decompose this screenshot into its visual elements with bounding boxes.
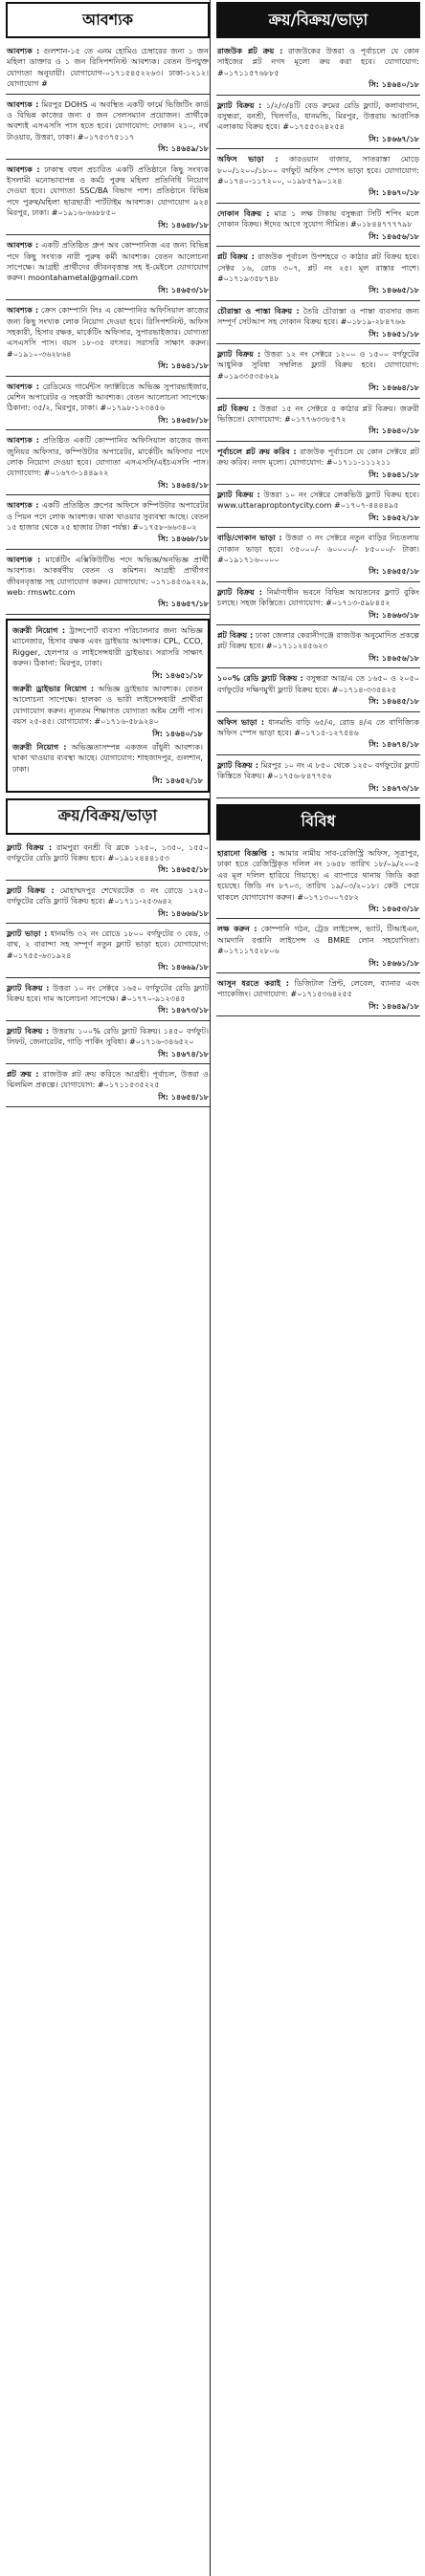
section-header-misc: বিবিধ: [216, 804, 420, 840]
ad-reference-code: সি: ১৪৬৭৩/১৮: [158, 1006, 209, 1015]
ad-divider: [216, 1015, 420, 1016]
ad-body: [217, 100, 419, 133]
right-column: [216, 0, 420, 1022]
left-column: [6, 0, 210, 1113]
ad-body: [217, 349, 419, 382]
ad-body: [217, 673, 419, 695]
ad-reference-code: সি: ১৪৬৬৪/১৮: [369, 383, 419, 393]
ad-divider: [6, 494, 210, 495]
ad-lead: ফ্ল্যাট বিক্রয় :: [7, 884, 55, 895]
ad-body: [217, 848, 419, 903]
ad-text: বসুন্ধরা আর/এ তে ১৬৫০ ও ২০৫০ বর্গফুটের দক্ষিণমুখী ফ্ল্যাট বিক্রয় হবে। #০১৭১৪-৩৩৫৪২৫: [217, 673, 419, 694]
section-buy-sell-rent-right: [216, 2, 420, 798]
ad-text: রাজউক প্লট ক্রয় করিতে আগ্রহী। পূর্বাচল, উত্তরা ও ঝিলমিল প্রকল্পে। যোগাযোগ: #০১৭১১৫৩৫২২৫: [7, 1069, 210, 1090]
ad-lead: আবশ্যক :: [7, 164, 40, 174]
ad-reference-code: সি: ১৪৬৫৬/১৮: [369, 231, 419, 241]
ad-text: আমার নামীয় সাব-রেজিস্ট্রি অফিস, সূত্রাপুর, ঢাকা হতে রেজিস্ট্রিকৃত দলিল নং ১৬৫৮ তারিখ ১৮/০৯/২০০৫ এর মূল দলিল হারিয়ে গিয়াছে। এ ব্যাপারে থানায় জিডি করা হয়েছে। জিডি নং ৮৭০৩, তারিখ ১৯/০৩/২০১৮। কেউ পেয়ে থাকলে যোগাযোগ করুন। #০১৭১৩০০৭৫৮২: [217, 847, 419, 902]
classified-ad: [6, 98, 210, 156]
classified-ad: [11, 623, 204, 682]
ad-reference-code: সি: ১৪৬৪১/১৮: [369, 469, 419, 479]
ad-divider: [6, 376, 210, 377]
ad-lead: ফ্ল্যাট বিক্রয় :: [7, 982, 50, 993]
ad-reference-code: সি: ১৪৬৪০/১৮: [369, 80, 419, 90]
classified-ad: [6, 1067, 210, 1103]
ad-divider: [6, 923, 210, 924]
ad-reference-code: সি: ১৪৬৫৩/১৮: [369, 904, 419, 913]
classified-ad: [216, 152, 420, 200]
ad-divider: [216, 441, 420, 442]
ad-body: [217, 978, 419, 1000]
ad-divider: [216, 203, 420, 204]
ad-body: [217, 447, 419, 469]
ad-list-misc: [216, 846, 420, 1016]
ad-text: উত্তরা ১৫ নং সেক্টরে ৫ কাঠার প্লট বিক্রয়। জরুরী ভিত্তিতে। যোগাযোগ: #০১৭৭৬৩৩৮৫৭২: [217, 403, 419, 424]
ad-text: তৈরি চৌরাস্তা ও পাস্তা ব্যবসার জন্য সম্পূর্ণ সেটআপ সহ দোকান বিক্রয় হবে। #০১৮১৯-২৮৪৭৬৬: [217, 305, 419, 327]
classified-ad: [6, 380, 210, 427]
ad-text: রাজউক পূর্বাচল উপশহরে ৩ কাঠার প্লট বিক্রয় হবে। সেক্টর ১৬, রোড ৩০৭, প্লট নং ২৫। মূল রাস্তার পাশে। #০১৭১৯৩৫৮৭৪৮: [217, 251, 420, 283]
ad-reference-code: সি: ১৪৬৫১/১৮: [152, 670, 203, 680]
ad-lead: আবশ্যক :: [7, 381, 39, 391]
classified-ad: [216, 445, 420, 481]
ad-body: [12, 742, 203, 775]
classified-ad: [216, 715, 420, 752]
ad-text: রামপুরা বনশ্রী বি ব্লকে ১২৫০, ১৩৫০, ১৫৫০ বর্গফুটের রেডি ফ্ল্যাট বিক্রয় হবে। #০১৯১২৪৪৪১৫৩: [7, 841, 209, 862]
classified-ad: [6, 981, 210, 1017]
section-header-buy-sell-rent-left: ক্রয়/বিক্রয়/ভাড়া: [6, 798, 210, 835]
ad-reference-code: সি: ১৪৬৪৯/১৮: [158, 144, 209, 154]
ad-text: উত্তরা ১২ নং সেক্টরে ১২০০ ও ১৫০০ বর্গফুটের আধুনিক সুবিধা সম্বলিত ফ্ল্যাট বিক্রয় হবে। যোগাযোগ: #০১৯৩৩৫৩৫৬২৯: [217, 348, 419, 381]
classified-ad: [216, 671, 420, 708]
ad-text: ঢাকাস্থ বহুল প্রচারিত একটি প্রতিষ্ঠানে কিছু সংখ্যক ইসলামী মনোভাবাপন্ন ও কর্মঠ পুরুষ মহিলা প্রতিনিধি নিয়োগ দেওয়া হবে। যোগ্যতা SSC/BA বিভাগ পাশ। প্রতিষ্ঠানে বিভিন্ন পদে পুরুষ/মহিলা ছাত্রছাত্রী পার্টটাইম আবশ্যক। যোগাযোগ ৯২৪ মিরপুর, ঢাকা। #০১৯১৬-৬৬৮৮৫০: [7, 164, 209, 218]
ad-body: [217, 630, 419, 652]
ad-body: [7, 555, 209, 599]
column-divider: [210, 0, 211, 2576]
classified-ad: [6, 433, 210, 491]
ad-divider: [216, 148, 420, 149]
ad-body: [7, 240, 209, 284]
ad-divider: [6, 94, 210, 95]
ad-divider: [216, 754, 420, 755]
ad-divider: [216, 95, 420, 96]
ad-lead: জরুরী ড্রাইভার নিয়োগ :: [12, 683, 95, 693]
ad-reference-code: সি: ১৪৬৬৯/১৮: [158, 963, 209, 972]
ad-divider: [216, 484, 420, 485]
ad-text: ধানমন্ডি ৩২ নং রোডে ১৮০০ বর্গফুটের ৩ বেড, ৩ বাথ, ২ বারান্দা সহ সম্পূর্ণ নতুন ফ্ল্যাট ভাড়া হবে। যোগাযোগ: #০১৭৫৫-৬৩১৯২৪: [7, 928, 209, 960]
section-misc: [216, 804, 420, 1016]
classified-ad: [216, 531, 420, 579]
ad-divider: [6, 234, 210, 235]
ad-divider: [216, 398, 420, 399]
ad-body: [7, 164, 209, 219]
classified-ad: [6, 884, 210, 920]
ad-text: একটি প্রতিষ্ঠিত গ্রুপ অব কোম্পানিজ এর জন্য বিভিন্ন পদে কিছু সংখ্যক নারী পুরুষ কর্মী আবশ্যক। বেতন আলোচনা সাপেক্ষে। আগ্রহী প্রার্থীদের জীবনবৃত্তান্ত সহ ই-মেইলে যোগাযোগ করুন। moontahametal@gmail.com: [7, 240, 209, 283]
ad-lead: প্লট ক্রয় :: [7, 1069, 39, 1080]
ad-divider: [6, 159, 210, 160]
classified-ad: [216, 250, 420, 297]
ad-divider: [6, 880, 210, 881]
ad-text: গুলশান-১৫ তে এনম হোমিও চেম্বারের জন্য ১ জন মহিলা ডাক্তার ও ১ জন রিসিপশনিস্ট আবশ্যক। বেতন উপযুক্ত যোগ্যতা অনুযায়ী। যোগাযোগ-০১৭১৫৪৫২২৬৩। ঢাকা-১২১২। যোগাযোগ #: [7, 46, 209, 89]
ad-text: ১/২/৩/৪টি বেড রুমের রেডি ফ্ল্যাট, কলাবাগান, বসুন্ধরা, বনশ্রী, খিলগাঁও, ধানমন্ডি, মিরপুর, উত্তরায় আবাসিক এলাকায় বিক্রয় হবে। #০১৭৫৫৩২৪২৫৪: [217, 99, 419, 132]
ad-lead: ফ্ল্যাট বিক্রয় :: [217, 348, 261, 359]
section-wanted: [6, 2, 210, 793]
ad-reference-code: সি: ১৪৬৫৫/১৮: [158, 865, 209, 875]
ad-lead: আবশ্যক :: [7, 500, 39, 511]
ad-body: [7, 305, 209, 360]
ad-divider: [216, 972, 420, 973]
ad-divider: [6, 1106, 210, 1107]
classified-ad: [216, 304, 420, 340]
classified-ad: [216, 402, 420, 438]
ad-text: মোহাম্মদপুর শেখেরটেক ৩ নং রোডে ১২৫০ বর্গফুটের রেডি ফ্ল্যাট বিক্রয় হবে। #০১৭১১-২৫৩৬৪২: [7, 884, 209, 906]
ad-lead: আবশ্যক :: [7, 554, 41, 564]
section-buy-sell-rent-left: [6, 798, 210, 1108]
classified-ad: [6, 1024, 210, 1060]
ad-list-urgent: [6, 619, 210, 793]
classified-ad: [6, 44, 210, 91]
ad-text: উত্তরা ৩ নং সেক্টরে নতুন বাড়ির নিচতলায় দোকান ভাড়া হবে। ৩৫০০০/- ৬০০০০/- ৮৫০০০/- টাকা। #০১৯১৭১৬০০০০: [217, 533, 419, 565]
ad-lead: প্লট বিক্রয় :: [217, 630, 254, 641]
classified-ad: [216, 976, 420, 1013]
ad-text: অভিজ্ঞ ড্রাইভার আবশ্যক। বেতন আলোচনা সাপেক্ষে। হালকা ও ভারী লাইসেন্সধারী প্রার্থীরা যোগাযোগ করুন। ন্যূনতম শিক্ষাগত যোগ্যতা অষ্টম শ্রেণী পাস। বয়স ২৫-৪৫। যোগাযোগ: #০১৭১৬-৫৮৯২৪০: [12, 683, 203, 727]
ad-divider: [6, 614, 210, 615]
ad-reference-code: সি: ১৪৬৫২/১৮: [369, 513, 419, 522]
ad-text: অভিজ্ঞতাসম্পন্ন একজন রাঁধুনী আবশ্যক। থাকা খাওয়ার ব্যবস্থা আছে। যোগাযোগ: শাহজাদপুর, গুলশান, ঢাকা।: [12, 741, 203, 774]
ad-reference-code: সি: ১৪৬৭০/১৮: [369, 188, 419, 198]
ad-text: একটি প্রতিষ্ঠিত গ্রুপের অফিসে কম্পিউটার অপারেটর ও পিয়ন পদে লোক আবশ্যক। থাকা খাওয়ার সুব্যবস্থা আছে। বেতন ১৫ হাজার থেকে ২৫ হাজার টাকা পর্যন্ত। #০১৭৫৮-৬৬৩৪০২: [7, 500, 209, 533]
ad-divider: [216, 667, 420, 668]
ad-text: প্রতিষ্ঠিত একটি কোম্পানির অফিসিয়াল কাজের জন্য জুনিয়র অফিসার, কম্পিউটার অপারেটর, মার্কেটিং অফিসার পদে লোক নিয়োগ দেওয়া হবে। যোগ্যতা এসএসসি/এইচএসসি পাস। যোগাযোগ: #০১৬৭৩-১৪৪৯২২: [7, 435, 209, 478]
ad-body: [217, 924, 419, 956]
ad-text: উত্তরা ১০ নং সেক্টরে লেকভিউ ফ্ল্যাট বিক্রয় হবে। www.uttaraproptontycity.com #০১৭০৭-৪৪৪৪৯৫: [217, 490, 419, 511]
ad-text: রেডিমেড গার্মেন্টস ফ্যাক্টরিতে অভিজ্ঞ সুপারভাইজার, মেশিন অপারেটর ও সহকারী আবশ্যক। বেতন আলোচনা সাপেক্ষে। ঠিকানা: ৩৫/২, মিরপুর, ঢাকা। #০১৭৯৮-১২৩৪৫৬: [7, 381, 209, 413]
ad-body: [217, 404, 419, 426]
ad-lead: লক্ষ করুন :: [217, 924, 257, 934]
ad-lead: আবশ্যক :: [7, 46, 40, 55]
ad-lead: ফ্ল্যাট বিক্রয় :: [217, 99, 262, 110]
ad-divider: [6, 1020, 210, 1021]
ad-divider: [6, 1063, 210, 1064]
ad-text: মিরপুর ১০ নং এ ৮৫০ থেকে ১২৫০ বর্গফুটের ফ্ল্যাট কিস্তিতে বিক্রয়। #০১৭৫৬-৮৪৭৭৫৬: [217, 759, 419, 781]
ad-divider: [216, 300, 420, 301]
ad-body: [217, 46, 419, 78]
ad-reference-code: সি: ১৪৬৪০/১৮: [369, 426, 419, 436]
ad-divider: [216, 581, 420, 582]
ad-divider: [6, 549, 210, 550]
ad-reference-code: সি: ১৪৬৫৬/১৮: [369, 653, 419, 663]
ad-reference-code: সি: ১৪৬৪০/১৮: [152, 729, 203, 738]
classified-ad: [216, 207, 420, 243]
ad-text: ট্রান্সপোর্ট ব্যবসা পরিচালনার জন্য অভিজ্ঞ ম্যানেজার, হিসাব রক্ষক এবং ড্রাইভার আবশ্যক। CPL, CCO, Rigger, হেলপার ও লাইসেন্সধারী ড্রাইভার। সরাসরি সাক্ষাৎ করুন। ঠিকানা: মিরপুর, ঢাকা।: [12, 624, 203, 668]
classified-ad: [216, 758, 420, 795]
ad-lead: ফ্ল্যাট ভাড়া :: [7, 928, 48, 938]
ad-lead: প্লট বিক্রয় :: [217, 403, 257, 413]
ad-lead: পূর্বাচলে প্লট ক্রয় করিব :: [217, 446, 297, 456]
ad-list-buy-sell-rent-right: [216, 44, 420, 798]
ad-body: [7, 46, 209, 90]
ad-reference-code: সি: ১৪৬৫৪/১৮: [158, 1092, 209, 1102]
ad-body: [12, 625, 203, 669]
ad-text: নির্মাণাধীন ভবনে বিভিন্ন আয়তনের ফ্ল্যাট বুকিং চলছে। সহজ কিস্তিতে। যোগাযোগ: #০১৭১৩-৫৯৮৪৫২: [217, 586, 420, 608]
ad-lead: প্লট বিক্রয় :: [217, 251, 255, 262]
ad-lead: জরুরী নিয়োগ :: [12, 741, 67, 752]
ad-text: ধানমন্ডি বাড়ি ৬৫/এ, রোড ৪/এ তে বাণিজ্যিক অফিস স্পেস ভাড়া হবে। #০১৭১৫-১২৭৫৪৬: [217, 716, 419, 737]
classified-ad: [6, 840, 210, 877]
ad-body: [217, 306, 419, 328]
ad-reference-code: সি: ১৪৬৫৮/১৮: [158, 415, 209, 425]
ad-reference-code: সি: ১৪৬৬৫/১৮: [369, 286, 419, 295]
classified-ad: [11, 682, 204, 740]
ad-reference-code: সি: ১৪৬৬৮/১৮: [158, 535, 209, 544]
ad-lead: জরুরী নিয়োগ :: [12, 624, 66, 635]
ad-divider: [216, 711, 420, 712]
ad-body: [217, 490, 419, 512]
ad-lead: আবশ্যক :: [7, 240, 39, 251]
ad-lead: অফিস ভাড়া :: [217, 154, 279, 164]
ad-body: [7, 1069, 209, 1091]
classified-ad: [6, 927, 210, 974]
ad-text: মার্কেটিং এক্সিকিউটিভ পদে অভিজ্ঞ/অনভিজ্ঞ প্রার্থী আবশ্যক। আকর্ষণীয় বেতন ও কমিশন। আগ্রহী প্রার্থীগণ জীবনবৃত্তান্ত সহ যোগাযোগ করুন। যোগাযোগ: ০১৭১৪৫৩৯২২৯, web: rmswtc.com: [7, 554, 209, 598]
ad-reference-code: সি: ১৪৬৭৩/১৮: [369, 783, 419, 793]
ad-text: মিরপুর DOHS এ অবস্থিত একটি ফার্মে ভিজিটিং কার্ড ও বিভিন্ন কাজের জন্য ৫ জন সেলসম্যান প্রয়োজন। প্রার্থীকে অবশ্যই এসএসসি পাস হতে হবে। যোগাযোগ: দোকান ২১০, নর্থ টাওয়ার, উত্তরা, ঢাকা। #০১৭৫৩৭৫১১৭: [7, 98, 209, 142]
ad-body: [7, 983, 209, 1005]
ad-text: রাজউকের উত্তরা ও পূর্বাচলে যে কোন সাইজের প্লট নগদ মূল্যে ক্রয় করা হবে। যোগাযোগ: #০১৭১১৫৭৬৮৮৫: [217, 46, 419, 77]
ad-body: [7, 885, 209, 907]
classified-ad: [6, 498, 210, 546]
ad-divider: [6, 299, 210, 300]
ad-lead: ফ্ল্যাট বিক্রয় :: [7, 841, 53, 852]
ad-body: [7, 382, 209, 414]
classified-ad: [11, 740, 204, 788]
ad-lead: ফ্ল্যাট বিক্রয় :: [217, 490, 260, 499]
ad-body: [7, 1026, 209, 1048]
ad-lead: দোকান বিক্রয় :: [217, 207, 270, 218]
ad-body: [7, 500, 209, 533]
ad-body: [217, 154, 419, 186]
ad-reference-code: সি: ১৪৬৫৫/১৮: [369, 567, 419, 577]
ad-body: [217, 760, 419, 782]
ad-reference-code: সি: ১৪৬৫৭/১৮: [158, 600, 209, 609]
ad-text: ক্রেস কোম্পানি লিঃ এ কোম্পানির অফিসিয়াল কাজের জন্য কিছু সংখ্যক লোক নিয়োগ দেওয়া হবে। রিসিপশনিস্ট, অফিস সহকারী, হিসাব রক্ষক, মার্কেটিং অফিসার, সুপারভাইজার। যোগ্যতা এসএসসি পাস। বয়স ১৮-৩৫ বৎসর। সরাসরি সাক্ষাৎ করুন। #০১৯১০-৩৬২৮৬৪: [7, 305, 209, 359]
ad-reference-code: সি: ১৪৬৬৬/১৮: [158, 908, 209, 918]
classified-ad: [216, 44, 420, 92]
ad-body: [7, 99, 209, 143]
ad-reference-code: সি: ১৪৬৪৫/১৮: [369, 697, 419, 707]
ad-lead: অফিস ভাড়া :: [217, 716, 265, 727]
classified-ad: [216, 98, 420, 146]
ad-divider: [216, 343, 420, 344]
ad-lead: বাড়ি/দোকান ভাড়া :: [217, 533, 282, 543]
ad-divider: [216, 246, 420, 247]
classified-ad: [216, 585, 420, 622]
section-header-buy-sell-rent-right: ক্রয়/বিক্রয়/ভাড়া: [216, 2, 420, 38]
ad-body: [7, 928, 209, 961]
ad-lead: ফ্ল্যাট বিক্রয় :: [217, 586, 263, 597]
ad-body: [7, 435, 209, 479]
ad-body: [7, 842, 209, 864]
ad-body: [217, 533, 419, 565]
ad-text: উত্তরা ১০ নং সেক্টরে ১৬৫০ বর্গফুটের রেডি ফ্ল্যাট বিক্রয় হবে। দাম আলোচনা সাপেক্ষে। #০১৭৭০-৯১২৩৪৫: [7, 982, 209, 1004]
section-header-wanted: আবশ্যক: [6, 2, 210, 38]
ad-body: [217, 208, 419, 230]
ad-divider: [6, 977, 210, 978]
ad-divider: [216, 797, 420, 798]
ad-lead: আবশ্যক :: [7, 305, 39, 316]
ad-reference-code: সি: ১৪৬৪৯/১৮: [369, 1001, 419, 1011]
ad-divider: [6, 429, 210, 430]
classified-ad: [216, 628, 420, 665]
classified-ad: [216, 922, 420, 970]
classified-ad: [216, 846, 420, 915]
classified-ad: [6, 303, 210, 372]
classified-ad: [216, 347, 420, 395]
ad-body: [12, 684, 203, 728]
ad-lead: হারানো বিজ্ঞপ্তি :: [217, 847, 275, 858]
ad-reference-code: সি: ১৪৬৬১/১৮: [369, 958, 419, 968]
ad-text: কারওয়ান বাজার, সাতরাস্তা মোড়ে ৮০০/১২০০/১৮০০ বর্গফুট অফিস স্পেস ভাড়া হবে। যোগাযোগ: #০১৭৪০-১১৭২০০, ০১৯৮৫৭৯০১২৪: [217, 154, 420, 186]
ad-reference-code: সি: ১৪৬৪৪/১৮: [158, 480, 209, 490]
ad-text: ডিজিটাল প্রিন্ট, লেবেল, ব্যানার এবং প্যাকেজিং। যোগাযোগ: #০১৭১৫৩৬৪২৫৫: [217, 978, 420, 999]
classified-ad: [216, 488, 420, 524]
ad-reference-code: সি: ১৪৬৬৩/১৮: [369, 610, 419, 620]
ad-reference-code: সি: ১৪৬৭৪/১৮: [158, 1049, 209, 1059]
ad-body: [217, 717, 419, 739]
ad-text: উত্তরায় ১০০% রেডি ফ্ল্যাট বিক্রয়। ১৪৫০ বর্গফুট। লিফট, জেনারেটর, গাড়ি পার্কিং সুবিধা। #০১৭১৬-৩৪৬৫২০: [7, 1025, 209, 1047]
ad-lead: আবশ্যক :: [7, 98, 39, 109]
ad-text: ঢাকা জেলার কেরানীগঞ্জে রাজউক অনুমোদিত প্রকল্পে প্লট বিক্রয় হবে। #০১৭১১২৪৫৬২৩: [217, 630, 419, 651]
ad-reference-code: সি: ১৪৬৫১/১৮: [369, 329, 419, 338]
ad-reference-code: সি: ১৪৬৫৩/১৮: [158, 285, 209, 295]
ad-reference-code: সি: ১৪৬৪৮/১৮: [158, 220, 209, 229]
ad-body: [217, 587, 419, 609]
ad-divider: [216, 918, 420, 919]
ad-body: [217, 251, 419, 284]
ad-lead: ১০০% রেডি ফ্ল্যাট বিক্রয় :: [217, 673, 303, 684]
classified-ad: [6, 553, 210, 611]
ad-lead: রাজউক প্লট ক্রয় :: [217, 46, 283, 55]
ad-lead: ফ্ল্যাট বিক্রয় :: [217, 759, 258, 770]
ad-text: মাত্র ১ লক্ষ টাকায় বসুন্ধরা সিটি শপিং মলে দোকান বিক্রয়। ঈদের আগে সুযোগ সীমিত। #০১৮৪৪৭৭৭৭৯৮: [217, 207, 420, 229]
ad-text: কোম্পানি গঠন, ট্রেড লাইসেন্স, ভ্যাট, টিআইএন, আমদানি রপ্তানি লাইসেন্স ও BMRE লোন সহযোগিতা। #০১৭১১৭৫২৮০৬: [217, 924, 420, 956]
ad-reference-code: সি: ১৪৬৫২/১৮: [152, 776, 203, 786]
ad-reference-code: সি: ১৪৬৪১/১৮: [158, 361, 209, 371]
ad-reference-code: সি: ১৪৬৬৭/১৮: [369, 134, 419, 143]
ad-lead: চৌরাস্তা ও পাস্তা বিক্রয় :: [217, 305, 300, 316]
ad-lead: আসুন ধরতে করাই :: [217, 978, 290, 988]
ad-reference-code: সি: ১৪৬৭৪/১৮: [369, 740, 419, 750]
ad-lead: ফ্ল্যাট বিক্রয় :: [7, 1025, 50, 1036]
ad-text: রাজউক পূর্বাচলে যে কোন সেক্টরে প্লট ক্রয় করিব। নগদ মূল্যে। যোগাযোগ: #০১৭১১-১১১২১১: [217, 446, 419, 468]
classified-ad: [6, 163, 210, 231]
classified-ad: [6, 238, 210, 296]
ad-divider: [216, 624, 420, 625]
ad-divider: [216, 527, 420, 528]
ad-lead: আবশ্যক :: [7, 435, 39, 446]
ad-list-buy-sell-rent-left: [6, 840, 210, 1108]
ad-list-wanted: [6, 44, 210, 615]
